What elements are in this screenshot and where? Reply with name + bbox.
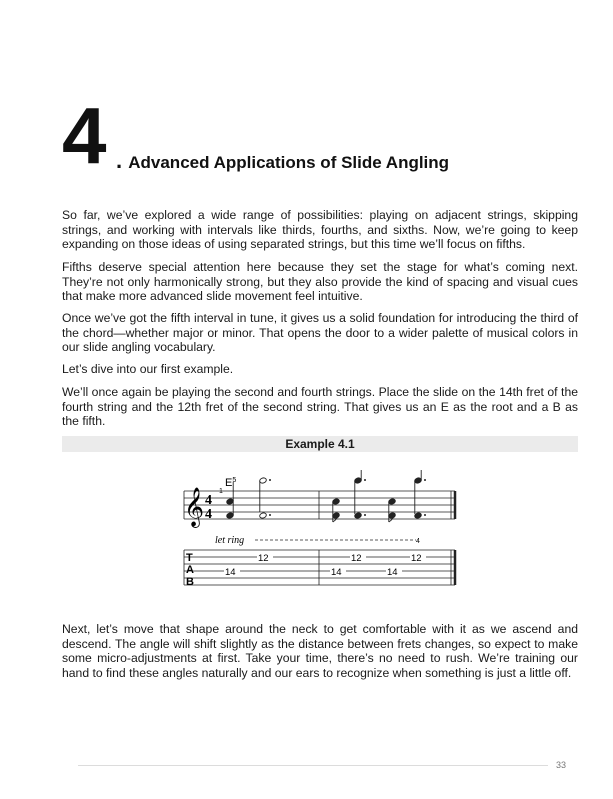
paragraph-2: Fifths deserve special attention here because they set the stage for what’s coming next. They’re not only harmonically strong, but they also provide the kind of spacing and visual cues that make more advanced slide movement feel intuitive. bbox=[62, 260, 578, 304]
chord-superscript: 5 bbox=[232, 477, 237, 484]
measure-number: 1 bbox=[219, 488, 223, 495]
tab-fret-14-a: 14 bbox=[225, 567, 236, 578]
paragraph-1: So far, we’ve explored a wide range of possibilities: playing on adjacent strings, skipping strings, and working with intervals like thirds, fourths, and sixths. Now, we’re going to keep expanding on those ideas of using separated strings, but this time we’ll focus on fifths. bbox=[62, 208, 578, 252]
music-notation bbox=[178, 470, 458, 596]
tab-letter-a: A bbox=[186, 564, 194, 576]
example-label: Example 4.1 bbox=[62, 436, 578, 452]
time-signature-top: 4 bbox=[205, 493, 212, 508]
tab-letter-t: T bbox=[186, 552, 193, 564]
chord-symbol bbox=[225, 477, 236, 489]
page-number: 33 bbox=[556, 760, 567, 770]
tab-clef bbox=[186, 552, 194, 588]
tab-letter-b: B bbox=[186, 576, 194, 588]
let-ring-label: let ring bbox=[215, 535, 245, 546]
footer-rule bbox=[78, 765, 548, 766]
tab-fret-12-c: 12 bbox=[411, 553, 422, 564]
chapter-title-dot: . bbox=[116, 148, 129, 173]
paragraph-3: Once we’ve got the fifth interval in tune, it gives us a solid foundation for introducing the third of the chord—whether major or minor. That opens the door to a wider palette of musical colors in our slide angling vocabulary. bbox=[62, 311, 578, 355]
tab-fret-14-c: 14 bbox=[387, 567, 398, 578]
tab-fret-14-b: 14 bbox=[331, 567, 342, 578]
paragraph-4: Let’s dive into our first example. bbox=[62, 362, 234, 376]
time-signature-bottom: 4 bbox=[205, 507, 212, 522]
tab-fret-12-a: 12 bbox=[258, 553, 269, 564]
notes bbox=[226, 470, 426, 522]
chapter-title-text: Advanced Applications of Slide Angling bbox=[128, 153, 450, 172]
chord-root: E bbox=[225, 477, 233, 489]
chapter-number: 4 bbox=[62, 91, 105, 180]
let-ring-end: 4 bbox=[416, 538, 420, 545]
treble-clef: 𝄞 bbox=[184, 487, 205, 527]
chapter-title bbox=[116, 148, 449, 174]
paragraph-6: Next, let’s move that shape around the neck to get comfortable with it as we ascend and descend. The angle will shift slightly as the distance between frets changes, so expect to make some micro-adjustments at first. Take your time, there’s no need to rush. We’re training our hand to find these angles naturally and our ears to recognize when something is just a little off. bbox=[62, 622, 578, 680]
paragraph-5: We’ll once again be playing the second and fourth strings. Place the slide on the 14th fret of the fourth string and the 12th fret of the second string. That gives us an E as the root and a B as the fifth. bbox=[62, 385, 578, 429]
tab-fret-12-b: 12 bbox=[351, 553, 362, 564]
